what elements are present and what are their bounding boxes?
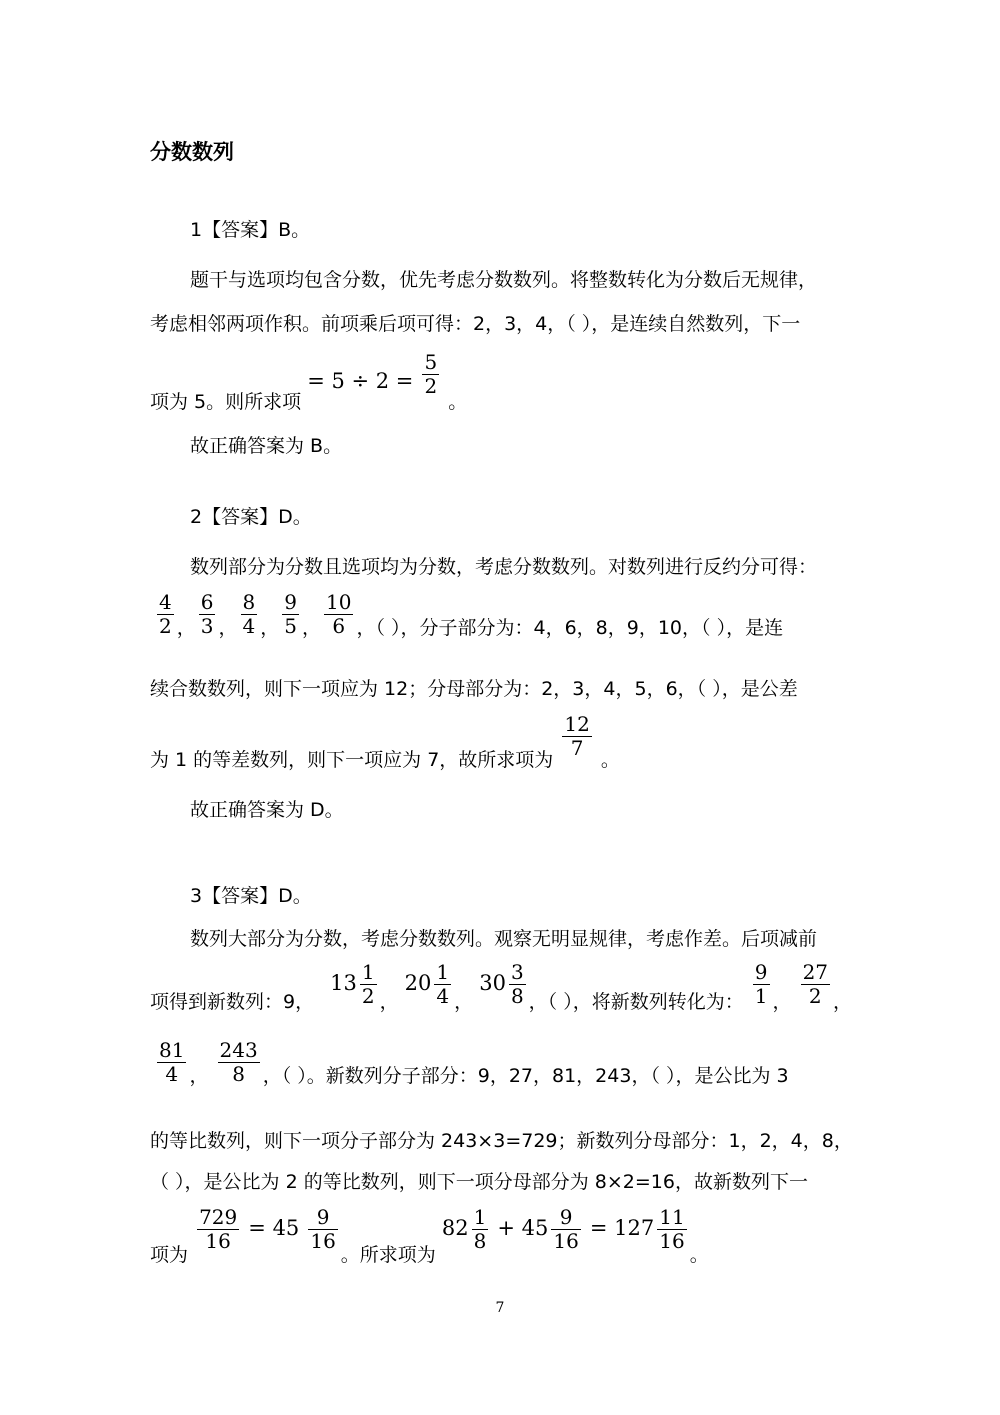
- fraction-numerator: 1: [473, 1205, 487, 1229]
- q3-paragraph-line-3: [154, 1040, 854, 1085]
- q3-next-term-fraction: [197, 1207, 239, 1252]
- q3-paragraph-line-2: [150, 960, 853, 1013]
- mixed-whole: 20: [404, 971, 432, 995]
- mixed-whole: 13: [330, 971, 357, 995]
- comma: ，: [176, 617, 196, 639]
- mixed-fraction: [434, 962, 451, 1007]
- q3-line2-text: 项得到新数列：9，: [150, 991, 315, 1013]
- q3-plus-expression: + 45: [497, 1216, 549, 1240]
- fraction-numerator: 8: [242, 590, 256, 614]
- fraction-numerator: 6: [200, 590, 214, 614]
- q1-paragraph-line-1: 题干与选项均包含分数，优先考虑分数数列。将整数转化为分数后无规律，: [190, 269, 818, 291]
- q2-fraction: [157, 592, 174, 637]
- comma: ，: [218, 617, 238, 639]
- fraction-numerator: 3: [510, 960, 524, 984]
- fraction-denominator: 8: [510, 984, 524, 1008]
- fraction-denominator: 6: [332, 614, 346, 638]
- mixed-fraction: [360, 962, 377, 1007]
- comma: ，: [379, 991, 399, 1013]
- fraction-denominator: 3: [200, 614, 214, 638]
- q3-line2-mid: ，（ ），将新数列转化为：: [528, 991, 744, 1013]
- q3-line3-rest: ，（ ）。新数列分子部分：9，27，81，243，（ ），是公比为 3: [262, 1065, 789, 1087]
- comma: ，: [260, 617, 280, 639]
- fraction-denominator: 2: [361, 984, 375, 1008]
- q1-answer: 1【答案】B。: [190, 219, 311, 241]
- fraction-denominator: 8: [473, 1229, 487, 1253]
- q3-new-fraction: [218, 1040, 260, 1085]
- fraction-numerator: 4: [159, 590, 172, 614]
- q3-mixed-number: [330, 960, 379, 1008]
- fraction-denominator: 2: [159, 614, 172, 638]
- q2-paragraph-line-3: 续合数数列，则下一项应为 12；分母部分为：2，3，4，5，6，（ ），是公差: [150, 678, 798, 700]
- q2-line4-end: 。: [600, 749, 620, 771]
- q1-conclusion: 故正确答案为 B。: [190, 435, 343, 457]
- q1-line3-end: 。: [448, 391, 468, 413]
- fraction-numerator: 11: [659, 1205, 685, 1229]
- fraction-denominator: 16: [659, 1229, 685, 1253]
- q3-line6-mid: 。所求项为: [340, 1244, 436, 1266]
- mixed-fraction: [509, 962, 526, 1007]
- fraction-numerator: 729: [199, 1205, 238, 1229]
- q1-expression: = 5 ÷ 2 =: [307, 369, 414, 393]
- q2-paragraph-line-4: [150, 712, 850, 771]
- fraction-numerator: 27: [802, 960, 829, 984]
- fraction-denominator: 4: [242, 614, 256, 638]
- q3-sum-whole: 82: [441, 1216, 469, 1240]
- comma: ，: [772, 991, 792, 1013]
- fraction-numerator: 9: [551, 1207, 580, 1230]
- q3-mixed-number: [479, 960, 528, 1008]
- q3-new-fraction: [753, 962, 770, 1007]
- fraction-denominator: 4: [165, 1062, 179, 1086]
- fraction-numerator: 10: [326, 590, 352, 614]
- q2-fraction: [324, 592, 353, 637]
- fraction-numerator: 81: [159, 1038, 185, 1062]
- fraction-denominator: 2: [808, 984, 822, 1008]
- fraction-numerator: 12: [564, 712, 590, 736]
- comma: ，: [189, 1065, 209, 1087]
- fraction-numerator: 243: [219, 1038, 258, 1062]
- fraction-denominator: 4: [436, 984, 450, 1008]
- fraction-denominator: 16: [310, 1229, 336, 1253]
- q3-mixed-fraction: [308, 1207, 337, 1252]
- q1-line3-text: 项为 5。则所求项: [150, 391, 302, 413]
- q3-paragraph-line-6: [150, 1205, 850, 1266]
- q3-result-fraction: [657, 1207, 686, 1252]
- fraction-numerator: 1: [436, 960, 450, 984]
- q3-equals-expression: = 45: [248, 1216, 300, 1240]
- q2-line4-text: 为 1 的等差数列，则下一项应为 7，故所求项为: [150, 749, 554, 771]
- q3-sum-fraction-1: [472, 1207, 489, 1252]
- fraction-denominator: 1: [754, 984, 768, 1008]
- q2-fraction: [241, 592, 258, 637]
- page-number: 7: [495, 1300, 505, 1316]
- fraction-numerator: 1: [361, 960, 375, 984]
- q1-paragraph-line-3: [150, 350, 850, 413]
- section-title: 分数数列: [150, 140, 234, 164]
- fraction-denominator: 8: [232, 1062, 245, 1086]
- fraction-denominator: 5: [284, 614, 297, 638]
- q3-paragraph-line-1: 数列大部分为分数，考虑分数数列。观察无明显规律，考虑作差。后项减前: [190, 928, 818, 950]
- q3-mixed-number: [404, 960, 454, 1008]
- q2-fraction: [199, 592, 216, 637]
- fraction-denominator: 16: [205, 1229, 231, 1253]
- q3-sum-fraction-2: [551, 1207, 580, 1252]
- q2-line2-rest: ，（ ），分子部分为：4，6，8，9，10，（ ），是连: [356, 617, 784, 639]
- fraction-numerator: 9: [754, 960, 768, 984]
- comma: ，: [833, 991, 853, 1013]
- q1-result-fraction: [422, 352, 439, 397]
- q2-fraction: [282, 592, 299, 637]
- q3-line6-text: 项为: [150, 1244, 189, 1266]
- q1-paragraph-line-2: 考虑相邻两项作积。前项乘后项可得：2，3，4，（ ），是连续自然数列，下一: [150, 313, 801, 335]
- q2-result-fraction: [562, 714, 591, 759]
- fraction-denominator: 7: [570, 736, 584, 760]
- q2-conclusion: 故正确答案为 D。: [190, 799, 344, 821]
- q3-new-fraction: [157, 1040, 186, 1085]
- fraction-numerator: 5: [424, 350, 438, 374]
- q3-answer: 3【答案】D。: [190, 885, 312, 907]
- q2-paragraph-line-1: 数列部分为分数且选项均为分数，考虑分数数列。对数列进行反约分可得：: [190, 556, 818, 578]
- q3-paragraph-line-4: 的等比数列，则下一项分子部分为 243×3=729；新数列分母部分：1，2，4，8，: [150, 1130, 853, 1152]
- fraction-numerator: 9: [308, 1207, 337, 1230]
- q2-answer: 2【答案】D。: [190, 506, 312, 528]
- fraction-numerator: 9: [284, 590, 297, 614]
- q2-fraction-line: [154, 592, 854, 637]
- fraction-denominator: 16: [553, 1229, 579, 1253]
- q3-result-expression: = 127: [589, 1216, 655, 1240]
- q3-line6-end: 。: [689, 1244, 709, 1266]
- mixed-whole: 30: [479, 971, 506, 995]
- q3-paragraph-line-5: （ ），是公比为 2 的等比数列，则下一项分母部分为 8×2=16，故新数列下一: [150, 1171, 808, 1193]
- comma: ，: [454, 991, 474, 1013]
- comma: ，: [301, 617, 321, 639]
- fraction-denominator: 2: [424, 374, 438, 398]
- q3-new-fraction: [801, 962, 830, 1007]
